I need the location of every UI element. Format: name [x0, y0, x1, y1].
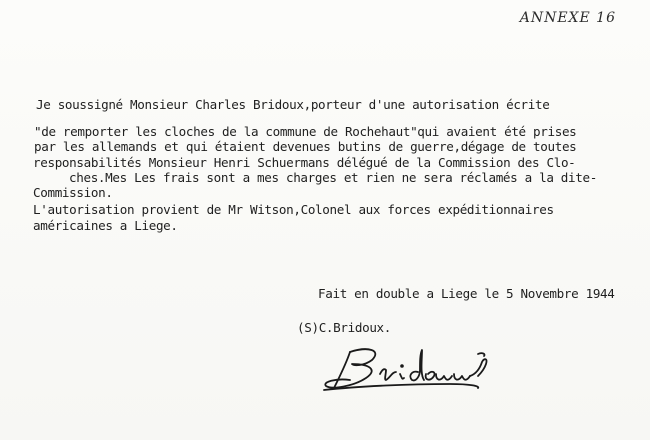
- body-line-5: ches.Mes Les frais sont a mes charges et rien ne sera réclamés a la dite-: [69, 170, 597, 185]
- annex-label: ANNEXE 16: [519, 10, 616, 26]
- body-line-8: américaines a Liege.: [33, 218, 178, 233]
- date-line: Fait en double a Liege le 5 Novembre 1944: [318, 286, 615, 301]
- body-line-3: par les allemands et qui étaient devenues butins de guerre,dégage de toutes: [34, 139, 577, 154]
- typed-signature: (S)C.Bridoux.: [297, 320, 392, 335]
- body-line-2: "de remporter les cloches de la commune de Rochehaut"qui avaient été prises: [34, 124, 577, 139]
- body-line-1: Je soussigné Monsieur Charles Bridoux,porteur d'une autorisation écrite: [36, 97, 550, 112]
- body-line-4: responsabilités Monsieur Henri Schuermans délégué de la Commission des Clo-: [33, 155, 576, 170]
- body-line-7: L'autorisation provient de Mr Witson,Colonel aux forces expéditionnaires: [33, 202, 554, 217]
- handwritten-signature: [320, 340, 505, 395]
- body-line-6: Commission.: [33, 185, 113, 200]
